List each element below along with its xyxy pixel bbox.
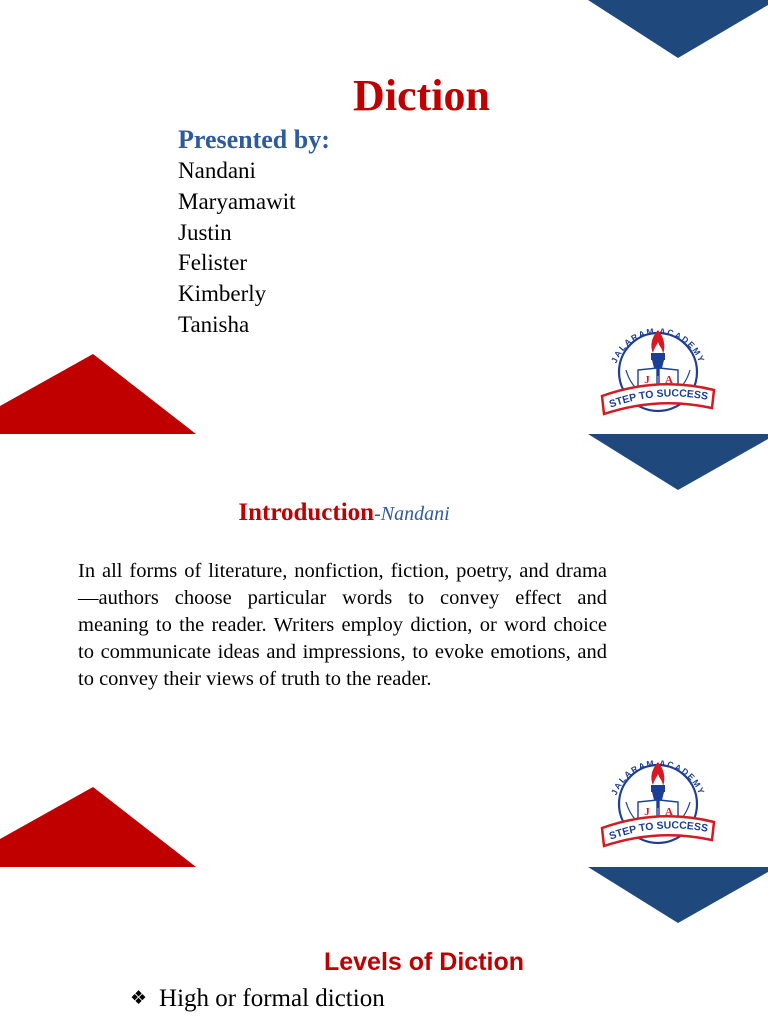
presenter-name: Maryamawit (178, 188, 296, 214)
presenter-name: Felister (178, 250, 247, 276)
navy-corner-triangle (588, 434, 768, 490)
bullet-text: High or formal diction (159, 985, 385, 1012)
slide-heading: Levels of Diction (323, 948, 525, 976)
slide-title: Diction (353, 71, 490, 120)
slide-3-levels (0, 867, 768, 1024)
slide-1-title (0, 0, 768, 434)
school-logo (594, 312, 722, 418)
diamond-bullet-icon: ❖ (130, 987, 148, 1009)
presenter-name: Tanisha (178, 311, 250, 337)
heading-presenter: -Nandani (374, 503, 450, 525)
presenter-list (178, 156, 296, 341)
presented-by-label: Presented by: (178, 125, 330, 154)
heading-text: Introduction (238, 499, 375, 526)
red-corner-triangle (0, 354, 196, 434)
navy-corner-triangle (588, 867, 768, 923)
red-corner-triangle (0, 787, 196, 867)
school-logo (594, 744, 722, 850)
slide-heading (0, 498, 688, 529)
intro-paragraph: In all forms of literature, nonfiction, fiction, poetry, and drama—authors choose particular words to convey effect and meaning to the reader. Writers employ diction, or word choice to communicate ideas and impressions, to evoke emotions, and to convey their views of truth to the reader. (78, 560, 607, 690)
presenter-name: Justin (178, 219, 232, 245)
slide-2-introduction (0, 434, 768, 867)
presenter-name: Nandani (178, 158, 256, 183)
bullet-item (130, 983, 385, 1016)
presenter-name: Kimberly (178, 281, 267, 307)
navy-corner-triangle (588, 0, 768, 58)
